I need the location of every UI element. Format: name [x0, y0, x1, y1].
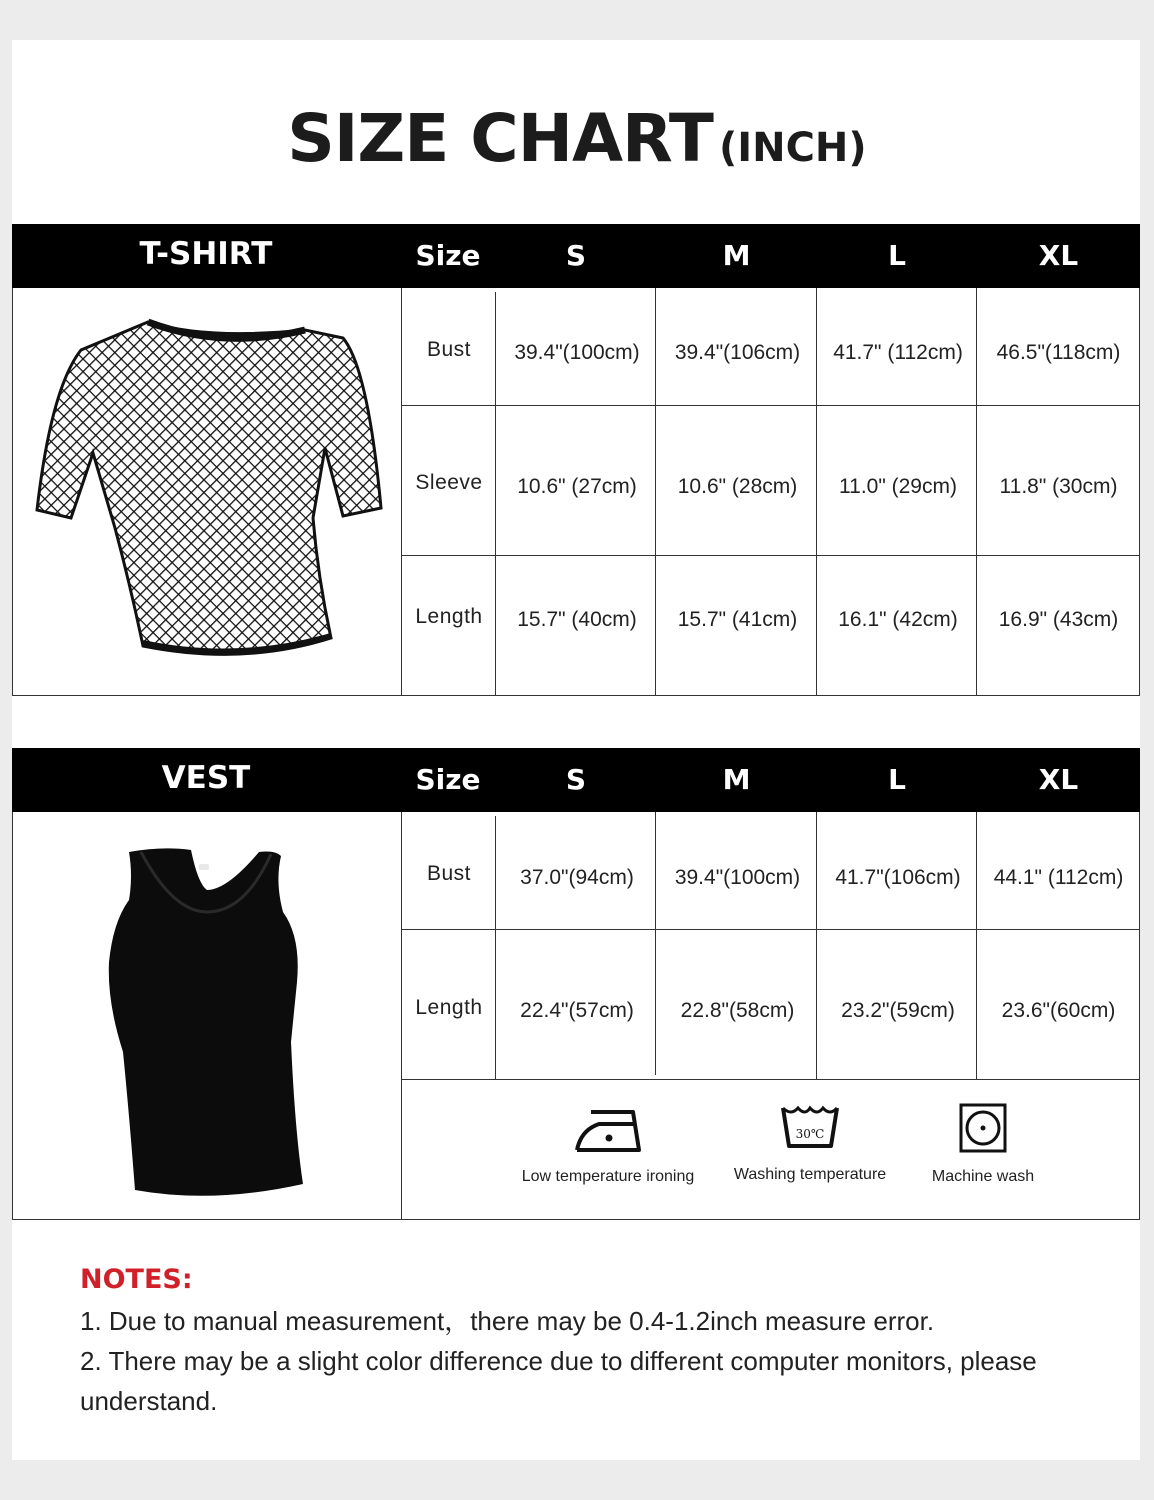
size-xl: XL: [1038, 763, 1079, 796]
grid-line: [655, 288, 656, 695]
washing-label: Washing temperature: [733, 1166, 887, 1183]
tshirt-row-label-length: Length: [415, 605, 483, 628]
grid-line: [976, 812, 977, 1079]
care-machine-wash: [913, 1102, 1053, 1186]
vest-length-s: 22.4"(57cm): [520, 999, 634, 1022]
tank-top-illustration: [13, 812, 401, 1219]
title-unit: (INCH): [718, 125, 867, 171]
note-2: 2. There may be a slight color difference due to different computer monitors, please understand.: [80, 1346, 1037, 1416]
grid-line: [976, 288, 977, 695]
tshirt-bust-xl: 46.5"(118cm): [996, 341, 1121, 364]
tshirt-length-l: 16.1" (42cm): [838, 608, 958, 631]
tshirt-row-label-bust: Bust: [426, 338, 472, 361]
notes-title: NOTES:: [80, 1264, 193, 1295]
tshirt-header: [12, 224, 1140, 288]
tshirt-bust-l: 41.7" (112cm): [833, 341, 963, 364]
tshirt-length-m: 15.7" (41cm): [677, 608, 798, 631]
size-s: S: [565, 239, 587, 272]
size-column-label: Size: [415, 239, 481, 272]
tshirt-bust-m: 39.4"(106cm): [674, 341, 801, 364]
wash-temp-text: 30℃: [795, 1127, 825, 1141]
page-title: [0, 100, 1154, 177]
iron-icon: [573, 1106, 643, 1154]
vest-header: [12, 748, 1140, 812]
wash-tub-icon: [779, 1102, 841, 1152]
title-main: SIZE CHART: [287, 100, 713, 177]
machine-wash-label: Machine wash: [931, 1168, 1035, 1185]
tshirt-sleeve-m: 10.6" (28cm): [677, 475, 798, 498]
tshirt-title: T-SHIRT: [139, 236, 273, 272]
tshirt-sleeve-l: 11.0" (29cm): [839, 475, 957, 498]
grid-line: [402, 555, 1139, 556]
vest-bust-xl: 44.1" (112cm): [993, 866, 1124, 889]
vest-image-cell: [13, 812, 402, 1219]
size-l: L: [888, 239, 906, 272]
grid-line: [402, 1079, 1139, 1080]
tshirt-length-xl: 16.9" (43cm): [998, 608, 1119, 631]
tshirt-sleeve-xl: 11.8" (30cm): [999, 475, 1118, 498]
grid-line: [816, 812, 817, 1079]
size-m: M: [722, 239, 751, 272]
grid-line: [402, 405, 1139, 406]
care-ironing: [503, 1106, 713, 1186]
tshirt-body: [12, 288, 1140, 696]
grid-line: [495, 816, 496, 1079]
machine-wash-icon: [958, 1102, 1008, 1154]
vest-bust-l: 41.7"(106cm): [835, 866, 961, 889]
size-xl: XL: [1038, 239, 1079, 272]
size-m: M: [722, 763, 751, 796]
vest-bust-m: 39.4"(100cm): [674, 866, 801, 889]
tshirt-bust-s: 39.4"(100cm): [514, 341, 640, 364]
vest-length-l: 23.2"(59cm): [841, 999, 955, 1022]
grid-line: [495, 292, 496, 695]
care-washing: [715, 1102, 905, 1184]
tshirt-row-label-sleeve: Sleeve: [415, 471, 483, 494]
vest-bust-s: 37.0"(94cm): [520, 866, 634, 889]
vest-row-label-length: Length: [415, 996, 483, 1019]
tshirt-length-s: 15.7" (40cm): [517, 608, 637, 631]
grid-line: [816, 288, 817, 695]
grid-line: [402, 929, 1139, 930]
tshirt-sleeve-s: 10.6" (27cm): [517, 475, 637, 498]
size-column-label: Size: [415, 763, 481, 796]
vest-title: VEST: [161, 760, 251, 796]
ironing-label: Low temperature ironing: [521, 1168, 695, 1185]
vest-length-xl: 23.6"(60cm): [1001, 999, 1116, 1022]
vest-body: [12, 812, 1140, 1220]
vest-row-label-bust: Bust: [426, 862, 472, 885]
note-1: 1. Due to manual measurement，there may be 0.4-1.2inch measure error.: [80, 1306, 935, 1336]
vest-length-m: 22.8"(58cm): [680, 999, 795, 1022]
notes-section: [80, 1264, 1110, 1421]
size-s: S: [565, 763, 587, 796]
mesh-tshirt-illustration: [13, 288, 401, 695]
size-l: L: [888, 763, 906, 796]
grid-line: [655, 812, 656, 1075]
tshirt-image-cell: [13, 288, 402, 695]
